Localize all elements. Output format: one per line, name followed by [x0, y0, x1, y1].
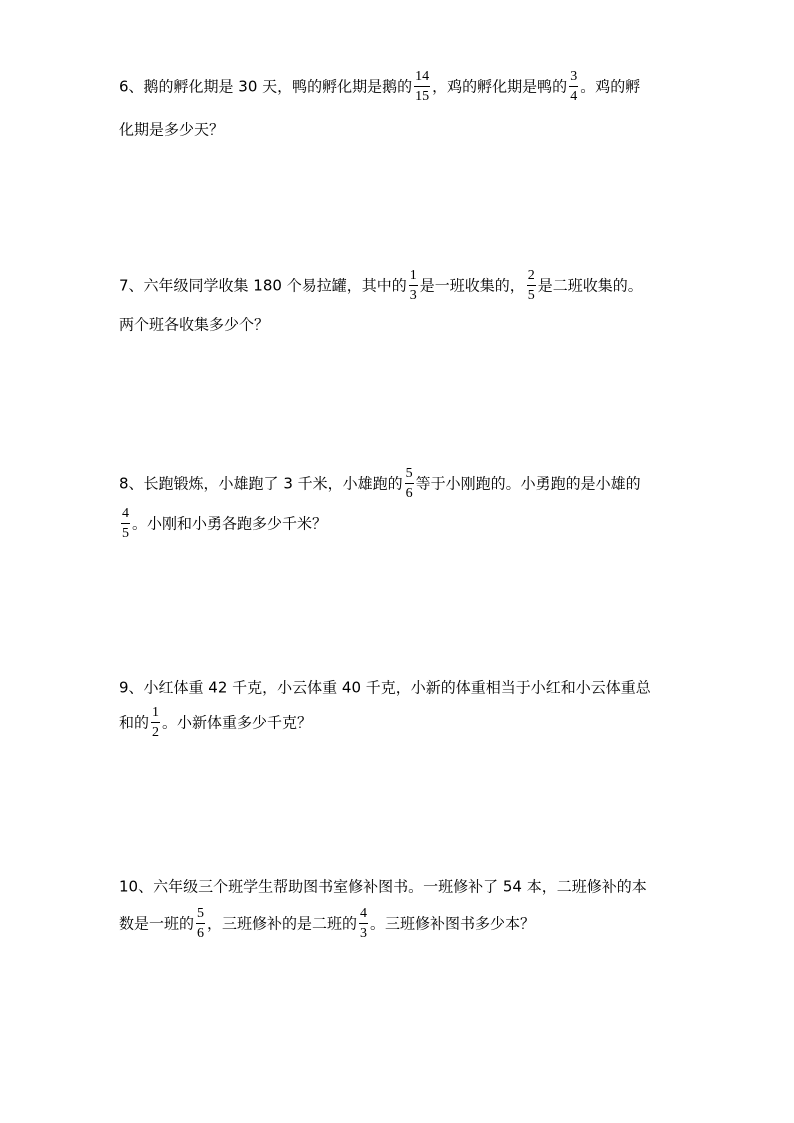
problem-text: 。三班修补图书多少本？ [370, 914, 536, 933]
fraction-denominator: 15 [415, 89, 430, 104]
fraction-denominator: 4 [570, 89, 578, 104]
fraction-numerator: 2 [527, 267, 536, 286]
problem-text: 10、六年级三个班学生帮助图书室修补图书。一班修补了 54 本，二班修补的本 [119, 877, 647, 896]
problem-9-line-2 [119, 700, 312, 744]
problem-text: ，三班修补的是二班的 [207, 914, 358, 933]
fraction-denominator: 3 [360, 926, 368, 941]
fraction-numerator: 14 [414, 68, 430, 87]
fraction-numerator: 5 [196, 905, 205, 924]
problem-text: 。鸡的孵 [580, 77, 641, 96]
fraction-numerator: 1 [151, 704, 160, 723]
fraction [405, 465, 414, 502]
fraction [569, 68, 578, 105]
problem-text: 数是一班的 [119, 914, 195, 933]
problem-8-line-1 [119, 461, 641, 505]
fraction-denominator: 2 [152, 725, 160, 740]
problem-7-line-1 [119, 263, 643, 307]
problem-text: 6、鹅的孵化期是 30 天，鸭的孵化期是鹅的 [119, 77, 413, 96]
problem-text: 化期是多少天？ [119, 120, 225, 139]
problem-text: 和的 [119, 713, 150, 732]
problem-text: 8、长跑锻炼，小雄跑了 3 千米，小雄跑的 [119, 474, 403, 493]
fraction-numerator: 1 [409, 267, 418, 286]
problem-text: 等于小刚跑的。小勇跑的是小雄的 [415, 474, 641, 493]
problem-text: ，鸡的孵化期是鸭的 [432, 77, 568, 96]
fraction-numerator: 3 [569, 68, 578, 87]
fraction-denominator: 6 [405, 486, 413, 501]
fraction [121, 505, 130, 542]
problem-10-line-2 [119, 901, 535, 945]
problem-7-line-2 [119, 302, 269, 346]
fraction [527, 267, 536, 304]
problem-text: 是一班收集的， [419, 276, 525, 295]
fraction-denominator: 6 [197, 926, 205, 941]
problem-6-line-1 [119, 64, 640, 108]
problem-text: 两个班各收集多少个？ [119, 315, 270, 334]
fraction-numerator: 4 [359, 905, 368, 924]
fraction-denominator: 5 [527, 288, 535, 303]
problem-text: 9、小红体重 42 千克，小云体重 40 千克，小新的体重相当于小红和小云体重总 [119, 678, 651, 697]
fraction-denominator: 3 [409, 288, 417, 303]
problem-8-line-2 [119, 501, 327, 545]
problem-6-line-2 [119, 107, 224, 151]
problem-text: 。小刚和小勇各跑多少千米？ [132, 514, 328, 533]
fraction-denominator: 5 [122, 526, 129, 541]
problem-text: 7、六年级同学收集 180 个易拉罐，其中的 [119, 276, 407, 295]
fraction-numerator: 4 [121, 505, 130, 524]
fraction [151, 704, 160, 741]
fraction [409, 267, 418, 304]
problem-text: 。小新体重多少千克？ [162, 713, 313, 732]
fraction [196, 905, 205, 942]
fraction [359, 905, 368, 942]
fraction-numerator: 5 [405, 465, 414, 484]
fraction [414, 68, 430, 105]
problem-text: 是二班收集的。 [537, 276, 643, 295]
